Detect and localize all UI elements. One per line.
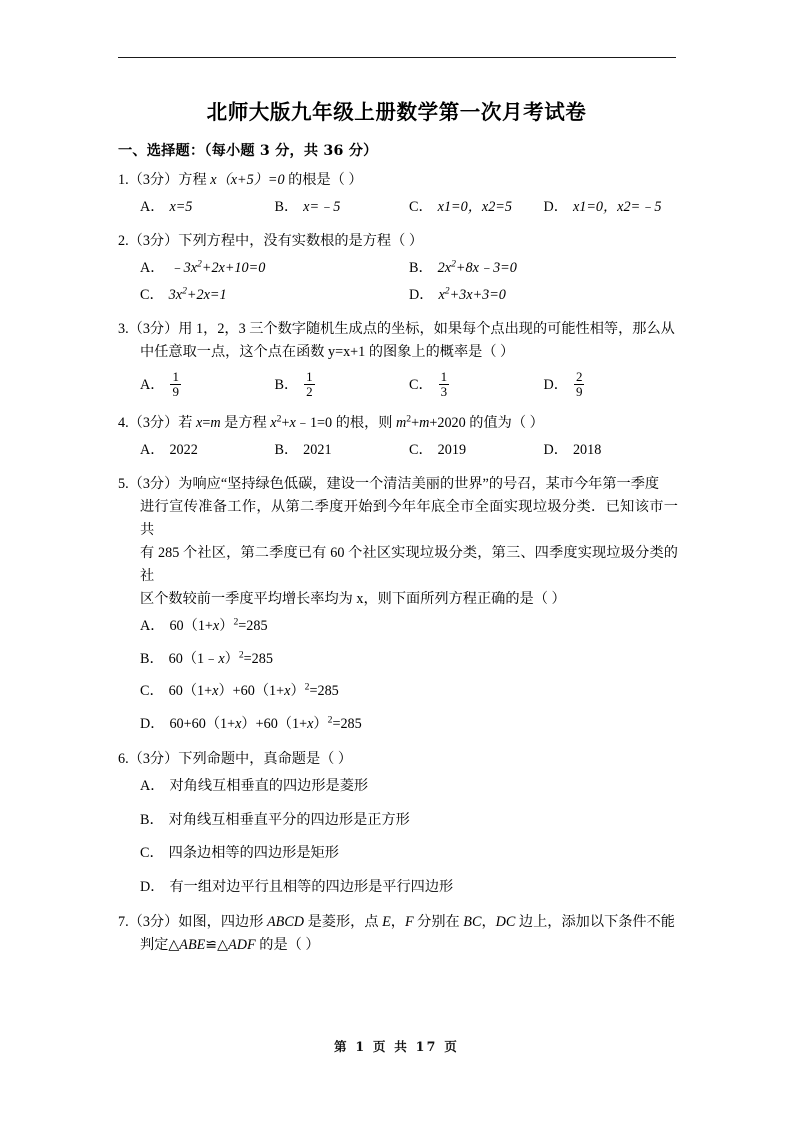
question-5-stem-line2: 进行宣传准备工作，从第二季度开始到今年年底全市全面实现垃圾分类．已知该市一共 [140, 499, 678, 539]
option-b[interactable] [275, 439, 410, 461]
fraction-denominator: 3 [440, 383, 448, 399]
option-d-text: 2018 [572, 441, 602, 458]
option-b-label: B． [140, 811, 164, 828]
page-title: 北师大版九年级上册数学第一次月考试卷 [206, 100, 587, 124]
question-4-math-5: m [396, 414, 407, 431]
option-c-text: 四条边相等的四边形是矩形 [168, 845, 339, 862]
option-a[interactable] [140, 775, 678, 798]
option-d-label: D． [140, 716, 165, 733]
option-a[interactable]: A． $60(1+x)^2=285$ [140, 616, 268, 635]
question-2-stem: 2.（3分）下列方程中，没有实数根的是方程（ ） [118, 233, 424, 250]
question-2 [118, 230, 678, 306]
option-c-text: 2019 [437, 441, 467, 458]
option-d-fraction [574, 370, 585, 398]
option-d-label: D． [140, 879, 165, 896]
option-c-label: C． [140, 286, 164, 303]
option-c-text: x1=0，x2=5 [437, 199, 512, 215]
fraction-denominator: 9 [575, 383, 583, 399]
question-3-options [118, 371, 678, 399]
option-a-label: A． [140, 441, 165, 458]
header-rule [118, 57, 676, 58]
option-a-label: A． [140, 199, 165, 215]
option-c[interactable]: C． $60(1+x)+60(1+x)^2=285$ [140, 681, 339, 700]
page-footer: 第 1 页 共 17 页 [334, 1039, 459, 1054]
question-4-math-3: x [270, 414, 277, 431]
section-heading: 一、选择题：（每小题 3 分，共 36 分） [118, 143, 378, 159]
question-1-stem [118, 169, 678, 192]
option-c-label: C． [409, 199, 433, 215]
option-d-label: D． [543, 199, 568, 215]
option-b-label: B． [274, 441, 299, 458]
option-row [140, 257, 678, 279]
fraction-denominator: 9 [172, 383, 179, 399]
option-d[interactable] [544, 439, 679, 461]
option-c[interactable] [409, 439, 544, 461]
option-b-text: $2x^2+8x﹣3=0$ [437, 258, 517, 277]
question-5-stem-line1: 5.（3分）为响应“坚持绿色低碳，建设一个清洁美丽的世界”的号召，某市今年第一季度 [118, 476, 660, 493]
option-d-text: 有一组对边平行且相等的四边形是平行四边形 [169, 879, 454, 896]
option-b[interactable] [275, 196, 410, 218]
option-b-text: 对角线互相垂直平分的四边形是正方形 [168, 811, 410, 828]
question-6-options [118, 775, 678, 899]
option-a-label: A． [140, 376, 165, 393]
exam-content [118, 140, 678, 960]
fraction-numerator: 2 [575, 369, 583, 385]
option-a-text: 对角线互相垂直的四边形是菱形 [169, 777, 369, 794]
option-b-text: x=﹣5 [303, 199, 341, 215]
option-a-fraction [170, 370, 181, 398]
question-7-stem-line2: 判定△ABE≌△ADF 的是（ ） [140, 936, 320, 953]
option-c-fraction [439, 370, 450, 398]
option-d-label: D． [543, 441, 568, 458]
question-4-stem: 4.（3分）若 x=m 是方程 $x^2+x﹣1=0$ 的根，则 $m^2+m+2020$ 的值为（ ） [118, 412, 544, 431]
question-4-math-4: x [289, 414, 296, 431]
option-row [140, 439, 678, 461]
option-row [140, 284, 678, 306]
option-c[interactable] [409, 371, 544, 399]
option-d[interactable] [409, 284, 678, 306]
question-4-math-2: m [210, 414, 221, 431]
option-d-label: D． [543, 376, 568, 393]
question-5-stem-line4: 区个数较前一季度平均增长率均为 x，则下面所列方程正确的是（ ） [140, 591, 566, 608]
option-row [140, 371, 678, 399]
option-c[interactable] [140, 284, 409, 306]
fraction-numerator: 1 [440, 369, 448, 385]
question-3-stem-line1: 3.（3分）用 1，2，3 三个数字随机生成点的坐标，如果每个点出现的可能性相等，那么从 [118, 321, 675, 338]
option-b-fraction [304, 370, 315, 398]
question-3-stem [118, 318, 678, 364]
question-4-math-1: x [196, 414, 203, 431]
option-c-label: C． [409, 441, 433, 458]
question-3-stem-line2: 中任意取一点，这个点在函数 y=x+1 的图象上的概率是（ ） [140, 344, 515, 361]
question-1-tail: 的根是（ ） [284, 172, 363, 188]
question-5-options [118, 615, 678, 736]
question-1-lead: 1.（3分）方程 [118, 172, 211, 188]
question-7-stem-line1: 7.（3分）如图，四边形 ABCD 是菱形，点 E，F 分别在 BC，DC 边上，添加以下条件不能 [118, 913, 675, 930]
option-b-label: B． [274, 376, 299, 393]
question-1-math: x（x+5）=0 [210, 172, 285, 188]
question-4 [118, 412, 678, 461]
question-5-stem-line3: 有 285 个社区，第二季度已有 60 个社区实现垃圾分类，第三、四季度实现垃圾分类的社 [140, 545, 678, 585]
fraction-denominator: 2 [306, 383, 313, 399]
option-d-text: x1=0，x2=﹣5 [572, 199, 662, 215]
option-c-text: $3x^2+2x=1$ [168, 285, 227, 303]
question-4-math-6: m [419, 414, 430, 431]
option-c-label: C． [409, 376, 433, 393]
option-c[interactable] [409, 196, 544, 218]
option-a-text: $﹣3x^2+2x+10=0$ [169, 258, 266, 277]
option-b-text: 2021 [303, 441, 332, 458]
option-d-text: $x^2+3x+3=0$ [438, 285, 506, 303]
option-d-label: D． [409, 286, 434, 303]
question-7 [118, 911, 678, 957]
option-b[interactable] [275, 371, 410, 399]
option-a-label: A． [140, 777, 165, 794]
option-b-label: B． [274, 199, 299, 215]
option-b[interactable] [409, 257, 678, 279]
question-5-stem [118, 473, 678, 611]
question-1-options [118, 196, 678, 218]
option-b-label: B． [409, 260, 433, 277]
question-1 [118, 169, 678, 218]
option-a-text: 2022 [169, 441, 198, 458]
question-6 [118, 748, 678, 899]
option-c-label: C． [140, 845, 164, 862]
question-7-stem [118, 911, 678, 957]
fraction-numerator: 1 [172, 369, 179, 385]
option-d[interactable]: D． $60+60(1+x)+60(1+x)^2=285$ [140, 714, 362, 733]
option-a[interactable] [140, 257, 409, 279]
fraction-numerator: 1 [306, 369, 313, 385]
question-3 [118, 318, 678, 399]
option-d[interactable] [544, 371, 679, 399]
question-2-options [118, 257, 678, 306]
option-b[interactable] [140, 809, 678, 832]
option-row [140, 196, 678, 218]
option-b-label: B． [140, 650, 164, 667]
option-d[interactable] [544, 196, 679, 218]
option-d[interactable] [140, 876, 678, 899]
option-b[interactable]: B． 60（1﹣x）$^2$=285 [140, 649, 273, 667]
option-c-label: C． [140, 683, 164, 700]
option-a-label: A． [140, 260, 165, 277]
option-a-text: x=5 [169, 199, 193, 215]
option-c[interactable] [140, 842, 678, 865]
option-a[interactable] [140, 371, 275, 399]
option-a[interactable] [140, 196, 275, 218]
option-a[interactable] [140, 439, 275, 461]
question-6-stem: 6.（3分）下列命题中，真命题是（ ） [118, 750, 353, 767]
question-4-options [118, 439, 678, 461]
option-a-label: A． [140, 618, 165, 635]
question-5 [118, 473, 678, 736]
